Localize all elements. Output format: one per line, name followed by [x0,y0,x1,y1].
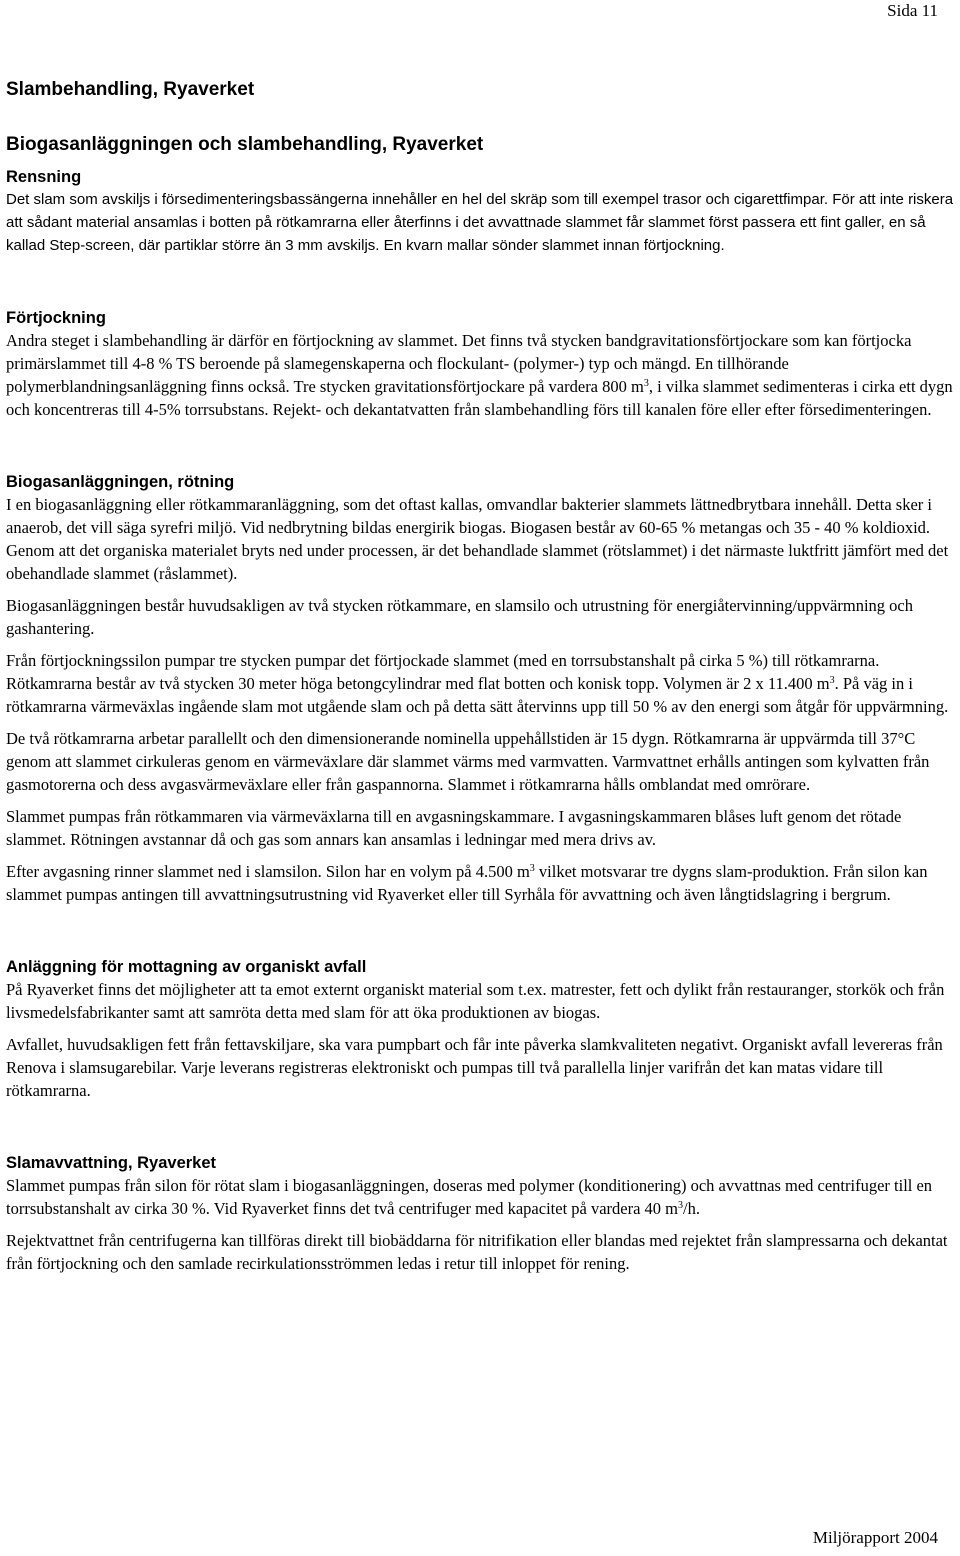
paragraph [6,649,954,718]
paragraph: De två rötkamrarna arbetar parallellt och den dimensionerande nominella uppehållstiden är 15 dygn. Rötkamrarna är uppvärmda till 37°C genom att slammet cirkuleras genom en värmeväxlare där slammet värms med varmvatten. Varmvattnet erhålls antingen som kylvatten från gasmotorerna och dess avgasvärmeväxlare eller från gaspannorna. Slammet i rötkamrarna hålls omblandat med omrörare. [6,729,930,794]
paragraph: Slammet pumpas från rötkammaren via värmeväxlarna till en avgasningskammare. I avgasningskammaren blåses luft genom det rötade slammet. Rötningen avstannar då och gas som annars kan ansamlas i ledningar med mera drivs av. [6,807,902,849]
footer-label: Miljörapport 2004 [812,1528,938,1547]
section-heading-rensning: Rensning [6,168,82,186]
text-run: . På väg in i rötkamrarna värmeväxlas ingående slam mot utgående slam och på detta sätt återvinns upp till 50 % av den energi som åtgår för uppvärmning. [6,674,949,716]
section-biogas [6,471,954,906]
paragraph [6,860,954,906]
text-run: Efter avgasning rinner slammet ned i slamsilon. Silon har en volym på 4.500 m [6,862,530,881]
text-run: Från förtjockningssilon pumpar tre stycken pumpar det förtjockade slammet (med en torrsubstanshalt på cirka 5 %) till rötkamrarna. Rötkamrarna består av två stycken 30 meter höga betongcylindrar med flat botten och konisk topp. Volymen är 2 x 11.400 m [6,651,880,693]
text-run: , i vilka slammet sedimenteras i cirka ett dygn och koncentreras till 4-5% torrsubstans. Rejekt- och dekantatvatten från slambehandling förs till kanalen före eller efter försedimenteringen. [6,377,953,419]
superscript: 3 [643,378,649,389]
text-run: Slammet pumpas från silon för rötat slam i biogasanläggningen, doseras med polymer (konditionering) och avvattnas med centrifuger till en torrsubstanshalt av cirka 30 %. Vid Ryaverket finns det två centrifuger med kapacitet på vardera 40 m [6,1176,933,1218]
paragraph: I en biogasanläggning eller rötkammaranläggning, som det oftast kallas, omvandlar bakterier slammets lättnedbrytbara innehåll. Detta sker i anaerob, det vill säga syrefri miljö. Vid nedbrytning bildas energirik biogas. Biogasen består av 60-65 % metangas och 35 - 40 % koldioxid. Genom att det organiska materialet bryts ned under processen, är det behandlade slammet (rötslammet) i det närmaste luktfritt jämfört med det obehandlade slammet (råslammet). [6,495,949,583]
superscript: 3 [829,675,835,686]
section-heading-organiskt-avfall: Anläggning för mottagning av organiskt avfall [6,958,367,976]
paragraph: Rejektvattnet från centrifugerna kan tillföras direkt till biobäddarna för nitrifikation eller blandas med rejektet från slampressarna och dekantat från förtjockning och den samlade recirkulationsströmmen ledas i retur till inloppet för rening. [6,1231,948,1273]
text-run: vilket motsvarar tre dygns slam-produktion. Från silon kan slammet pumpas antingen till avvattningsutrustning vid Ryaverket eller till Syrhåla för avvattning och även långtidslagring i bergrum. [6,862,928,904]
superscript: 3 [678,1200,684,1211]
document-body [6,78,954,1325]
section-rensning [6,166,954,257]
paragraph: På Ryaverket finns det möjligheter att ta emot externt organiskt material som t.ex. matrester, fett och dylikt från restauranger, storkök och från livsmedelsfabrikanter samt att samröta detta med slam för att öka produktionen av biogas. [6,980,945,1022]
paragraph: Avfallet, huvudsakligen fett från fettavskiljare, ska vara pumpbart och får inte påverka slamkvaliteten negativt. Organiskt avfall levereras från Renova i slamsugarebilar. Varje leverans registreras elektroniskt och pumpas till två parallella linjer varifrån det kan matas vidare till rötkamrarna. [6,1035,943,1100]
text-run: Andra steget i slambehandling är därför en förtjockning av slammet. Det finns två stycken bandgravitationsförtjockare som kan förtjocka primärslammet till 4-8 % TS beroende på slamegenskaperna och flockulant- (polymer-) typ och mängd. En tillhörande polymerblandningsanläggning finns också. Tre stycken gravitationsförtjockare på vardera 800 m [6,331,912,396]
section-heading-fortjockning: Förtjockning [6,309,106,327]
paragraph [6,329,954,421]
section-heading-slamavvattning: Slamavvattning, Ryaverket [6,1154,217,1172]
superscript: 3 [529,863,535,874]
document-subtitle: Biogasanläggningen och slambehandling, Ryaverket [6,134,484,155]
text-run: /h. [683,1199,700,1218]
paragraph [6,1174,954,1220]
paragraph: Biogasanläggningen består huvudsakligen av två stycken rötkammare, en slamsilo och utrustning för energiåtervinning/uppvärmning och gashantering. [6,596,913,638]
section-heading-biogas: Biogasanläggningen, rötning [6,473,235,491]
section-fortjockning [6,307,954,421]
paragraph: Det slam som avskiljs i försedimenteringsbassängerna innehåller en hel del skräp som till exempel trasor och cigarettfimpar. För att inte riskera att sådant material ansamlas i botten på rötkamrarna eller återfinns i det avvattnade slammet får slammet först passera ett fint galler, en så kallad Step-screen, där partiklar större än 3 mm avskiljs. En kvarn mallar sönder slammet innan förtjockning. [6,191,954,254]
section-slamavvattning [6,1152,954,1275]
section-organiskt-avfall [6,956,954,1102]
page-number: Sida 11 [887,1,938,20]
document-title: Slambehandling, Ryaverket [6,79,255,100]
